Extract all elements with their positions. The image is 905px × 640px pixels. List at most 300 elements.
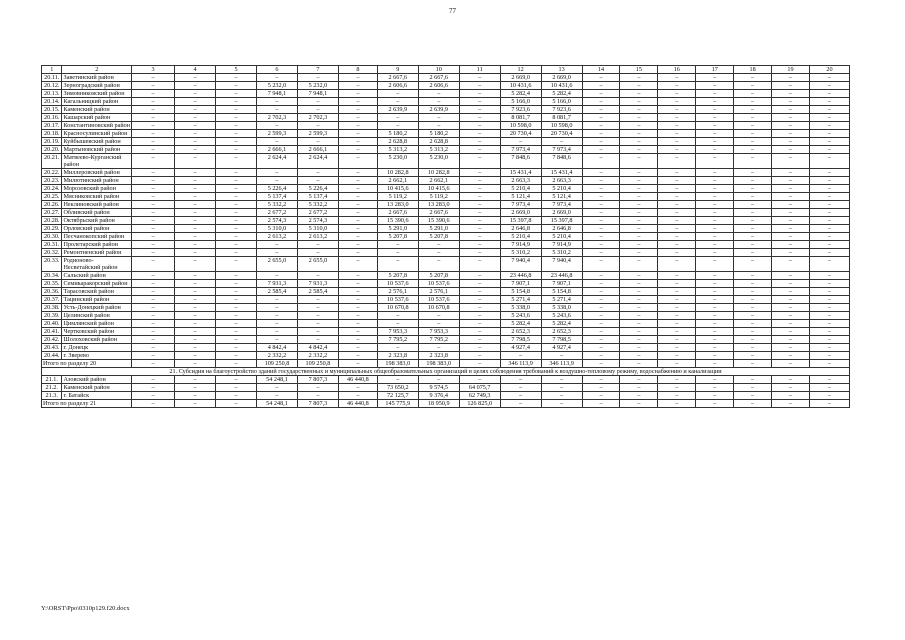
value-cell: 5 232,0 [257, 82, 298, 90]
value-cell: 2 669,0 [541, 209, 582, 217]
value-cell: – [734, 336, 772, 344]
value-cell: – [696, 328, 734, 336]
value-cell: – [772, 90, 810, 98]
value-cell: – [216, 201, 257, 209]
district-name: Неклиновский район [62, 201, 132, 209]
value-cell: – [582, 344, 620, 352]
district-name: Милютинский район [62, 177, 132, 185]
value-cell: 2 613,2 [257, 233, 298, 241]
value-cell: – [658, 352, 696, 360]
value-cell: – [216, 114, 257, 122]
value-cell: – [696, 272, 734, 280]
value-cell: – [772, 209, 810, 217]
value-cell: – [772, 74, 810, 82]
value-cell: – [809, 122, 849, 130]
value-cell: 2 652,3 [541, 328, 582, 336]
value-cell: – [734, 106, 772, 114]
value-cell: 4 927,4 [500, 344, 541, 352]
row-number: 20.41. [42, 328, 62, 336]
value-cell: 5 119,2 [418, 193, 459, 201]
value-cell: – [377, 90, 418, 98]
value-cell: – [377, 249, 418, 257]
value-cell: 5 313,2 [418, 146, 459, 154]
value-cell: – [696, 400, 734, 408]
total-row-20 [42, 360, 850, 368]
row-number: 20.16. [42, 114, 62, 122]
value-cell: – [809, 177, 849, 185]
value-cell: – [297, 177, 338, 185]
value-cell: 2 646,8 [500, 225, 541, 233]
value-cell: – [772, 360, 810, 368]
table-row [42, 114, 850, 122]
value-cell: – [658, 169, 696, 177]
value-cell: – [734, 114, 772, 122]
value-cell: – [459, 241, 500, 249]
value-cell: – [132, 241, 175, 249]
table-row [42, 304, 850, 312]
value-cell: – [459, 280, 500, 288]
value-cell: – [338, 185, 377, 193]
value-cell: 46 440,8 [338, 376, 377, 384]
value-cell: – [175, 169, 216, 177]
table-row [42, 272, 850, 280]
value-cell: – [658, 154, 696, 169]
column-number-18: 18 [734, 66, 772, 74]
value-cell: – [459, 154, 500, 169]
value-cell: – [257, 384, 298, 392]
value-cell: – [459, 122, 500, 130]
value-cell: – [338, 90, 377, 98]
value-cell: – [541, 392, 582, 400]
district-name: Заветинский район [62, 74, 132, 82]
value-cell: 10 537,6 [377, 296, 418, 304]
district-name: Цимлянский район [62, 320, 132, 328]
value-cell: – [175, 185, 216, 193]
value-cell: – [772, 233, 810, 241]
value-cell: – [257, 296, 298, 304]
row-number: 20.42. [42, 336, 62, 344]
column-number-9: 9 [377, 66, 418, 74]
column-number-1: 1 [42, 66, 62, 74]
value-cell: 2 599,3 [297, 130, 338, 138]
value-cell: – [658, 225, 696, 233]
header-row [42, 66, 850, 74]
value-cell: – [809, 400, 849, 408]
value-cell: – [696, 257, 734, 272]
value-cell: – [132, 209, 175, 217]
value-cell: – [772, 185, 810, 193]
value-cell: – [696, 193, 734, 201]
value-cell: – [620, 209, 658, 217]
value-cell: – [297, 249, 338, 257]
value-cell: – [338, 352, 377, 360]
value-cell: – [734, 320, 772, 328]
row-number: 20.32. [42, 249, 62, 257]
value-cell: – [541, 400, 582, 408]
value-cell: 5 291,0 [377, 225, 418, 233]
value-cell: – [809, 217, 849, 225]
column-number-16: 16 [658, 66, 696, 74]
row-number: 20.25. [42, 193, 62, 201]
value-cell: – [459, 272, 500, 280]
value-cell: – [658, 201, 696, 209]
file-path-footer: Y:\ORST\Ppo\0310p129.f20.docx [41, 605, 130, 612]
value-cell: 54 248,1 [257, 376, 298, 384]
table-row [42, 90, 850, 98]
value-cell: – [132, 130, 175, 138]
value-cell: – [658, 336, 696, 344]
value-cell: – [216, 336, 257, 344]
value-cell: – [132, 304, 175, 312]
value-cell: – [809, 376, 849, 384]
total-row-21 [42, 400, 850, 408]
value-cell: – [175, 146, 216, 154]
value-cell: – [582, 288, 620, 296]
column-number-17: 17 [696, 66, 734, 74]
value-cell: 7 914,9 [541, 241, 582, 249]
value-cell: – [418, 320, 459, 328]
value-cell: – [620, 193, 658, 201]
value-cell: – [459, 217, 500, 225]
value-cell: – [377, 98, 418, 106]
value-cell: 7 807,3 [297, 376, 338, 384]
value-cell: – [377, 122, 418, 130]
value-cell: – [175, 154, 216, 169]
value-cell: 7 923,6 [500, 106, 541, 114]
value-cell: – [459, 138, 500, 146]
value-cell: – [216, 312, 257, 320]
value-cell: – [734, 352, 772, 360]
value-cell: 8 081,7 [500, 114, 541, 122]
district-name: Ремонтненский район [62, 249, 132, 257]
value-cell: – [734, 138, 772, 146]
value-cell: – [459, 320, 500, 328]
value-cell: – [338, 312, 377, 320]
value-cell: – [297, 312, 338, 320]
table-row [42, 217, 850, 225]
value-cell: – [772, 344, 810, 352]
value-cell: 2 576,1 [377, 288, 418, 296]
row-number: 20.20. [42, 146, 62, 154]
value-cell: 13 283,0 [418, 201, 459, 209]
value-cell: – [620, 106, 658, 114]
value-cell: – [132, 185, 175, 193]
value-cell: – [696, 217, 734, 225]
value-cell: 5 226,4 [297, 185, 338, 193]
value-cell: – [696, 201, 734, 209]
value-cell: 145 775,9 [377, 400, 418, 408]
value-cell: – [772, 249, 810, 257]
value-cell: – [620, 114, 658, 122]
value-cell: – [582, 249, 620, 257]
value-cell: 7 914,9 [500, 241, 541, 249]
table-row [42, 280, 850, 288]
value-cell: – [175, 304, 216, 312]
value-cell: – [216, 384, 257, 392]
value-cell: – [772, 320, 810, 328]
table-row [42, 344, 850, 352]
row-number: 21.1. [42, 376, 62, 384]
value-cell: – [582, 138, 620, 146]
row-number: 21.2. [42, 384, 62, 392]
value-cell: – [216, 138, 257, 146]
value-cell: – [175, 257, 216, 272]
value-cell: – [809, 241, 849, 249]
value-cell: – [734, 376, 772, 384]
value-cell: 346 113,9 [541, 360, 582, 368]
district-name: Красносулинский район [62, 130, 132, 138]
value-cell: – [620, 328, 658, 336]
value-cell: 7 931,3 [297, 280, 338, 288]
value-cell: – [175, 312, 216, 320]
value-cell: – [620, 288, 658, 296]
value-cell: – [772, 193, 810, 201]
value-cell: – [175, 193, 216, 201]
value-cell: – [459, 233, 500, 241]
value-cell: – [734, 98, 772, 106]
value-cell: – [459, 169, 500, 177]
value-cell: 2 613,2 [297, 233, 338, 241]
value-cell: – [216, 130, 257, 138]
table-row [42, 154, 850, 169]
value-cell: – [582, 280, 620, 288]
value-cell: – [658, 74, 696, 82]
value-cell: – [297, 122, 338, 130]
value-cell: – [132, 328, 175, 336]
value-cell: – [772, 304, 810, 312]
table-row [42, 138, 850, 146]
value-cell: – [297, 138, 338, 146]
value-cell: – [658, 209, 696, 217]
value-cell: – [809, 296, 849, 304]
value-cell: – [772, 225, 810, 233]
value-cell: – [257, 320, 298, 328]
value-cell: – [620, 320, 658, 328]
value-cell: 5 210,4 [541, 233, 582, 241]
value-cell: – [175, 209, 216, 217]
value-cell: 109 250,8 [257, 360, 298, 368]
value-cell: – [257, 328, 298, 336]
value-cell: 5 291,0 [418, 225, 459, 233]
value-cell: – [459, 130, 500, 138]
value-cell: – [582, 241, 620, 249]
value-cell: – [620, 74, 658, 82]
value-cell: – [696, 304, 734, 312]
value-cell: – [696, 138, 734, 146]
row-number: 20.21. [42, 154, 62, 169]
value-cell: – [620, 344, 658, 352]
value-cell: 7 973,4 [500, 146, 541, 154]
value-cell: – [582, 312, 620, 320]
value-cell: 2 663,3 [500, 177, 541, 185]
table-row [42, 169, 850, 177]
value-cell: – [257, 249, 298, 257]
value-cell: – [132, 272, 175, 280]
value-cell: 5 282,4 [541, 320, 582, 328]
value-cell: – [582, 360, 620, 368]
value-cell: – [696, 233, 734, 241]
value-cell: – [658, 217, 696, 225]
table-row [42, 106, 850, 114]
value-cell: – [734, 384, 772, 392]
value-cell: – [620, 201, 658, 209]
value-cell: – [338, 225, 377, 233]
value-cell: – [459, 328, 500, 336]
value-cell: – [734, 400, 772, 408]
value-cell: – [459, 288, 500, 296]
district-name: Мясниковский район [62, 193, 132, 201]
value-cell: – [418, 344, 459, 352]
value-cell: – [696, 288, 734, 296]
value-cell: – [297, 328, 338, 336]
value-cell: – [658, 130, 696, 138]
value-cell: – [216, 122, 257, 130]
value-cell: – [418, 98, 459, 106]
value-cell: – [620, 296, 658, 304]
value-cell: – [620, 304, 658, 312]
row-number: 20.19. [42, 138, 62, 146]
value-cell: 5 166,0 [500, 98, 541, 106]
value-cell: – [132, 233, 175, 241]
value-cell: – [772, 98, 810, 106]
district-name: г. Зверево [62, 352, 132, 360]
value-cell: 5 310,2 [500, 249, 541, 257]
value-cell: – [459, 106, 500, 114]
row-number: 20.23. [42, 177, 62, 185]
value-cell: 126 825,0 [459, 400, 500, 408]
value-cell: – [541, 138, 582, 146]
value-cell: 15 431,4 [541, 169, 582, 177]
district-name: Целинский район [62, 312, 132, 320]
value-cell: 5 232,0 [297, 82, 338, 90]
district-name: Тацинский район [62, 296, 132, 304]
value-cell: – [418, 312, 459, 320]
value-cell: – [132, 106, 175, 114]
value-cell: 2 666,1 [297, 146, 338, 154]
value-cell: 5 210,4 [500, 185, 541, 193]
value-cell: – [620, 280, 658, 288]
value-cell: – [459, 376, 500, 384]
value-cell: 10 431,6 [500, 82, 541, 90]
value-cell: 2 677,2 [297, 209, 338, 217]
value-cell: – [338, 320, 377, 328]
value-cell: 5 310,2 [541, 249, 582, 257]
value-cell: – [620, 392, 658, 400]
value-cell: – [257, 336, 298, 344]
value-cell: – [658, 272, 696, 280]
value-cell: – [459, 146, 500, 154]
value-cell: – [696, 249, 734, 257]
value-cell: – [297, 296, 338, 304]
value-cell: – [459, 225, 500, 233]
value-cell: 5 180,2 [418, 130, 459, 138]
value-cell: – [658, 360, 696, 368]
value-cell: – [338, 304, 377, 312]
value-cell: – [216, 344, 257, 352]
value-cell: 7 948,1 [257, 90, 298, 98]
value-cell: – [418, 249, 459, 257]
value-cell: – [132, 336, 175, 344]
value-cell: – [582, 225, 620, 233]
value-cell: 10 282,8 [418, 169, 459, 177]
value-cell: – [772, 106, 810, 114]
value-cell: – [620, 217, 658, 225]
value-cell: 2 639,9 [418, 106, 459, 114]
value-cell: – [459, 201, 500, 209]
value-cell: – [175, 217, 216, 225]
value-cell: 5 332,2 [257, 201, 298, 209]
value-cell: 2 667,6 [418, 74, 459, 82]
value-cell: – [175, 114, 216, 122]
value-cell: – [338, 138, 377, 146]
value-cell: – [620, 272, 658, 280]
value-cell: – [500, 400, 541, 408]
value-cell: – [809, 233, 849, 241]
value-cell: – [338, 384, 377, 392]
value-cell: 15 390,6 [377, 217, 418, 225]
value-cell: – [734, 304, 772, 312]
value-cell: – [809, 98, 849, 106]
row-number: 20.11. [42, 74, 62, 82]
value-cell: – [734, 360, 772, 368]
value-cell: – [257, 138, 298, 146]
table-row [42, 82, 850, 90]
value-cell: – [297, 74, 338, 82]
value-cell: – [809, 328, 849, 336]
value-cell: – [459, 336, 500, 344]
value-cell: – [257, 304, 298, 312]
table-row [42, 249, 850, 257]
value-cell: – [772, 177, 810, 185]
value-cell: – [809, 249, 849, 257]
row-number: 20.31. [42, 241, 62, 249]
row-number: 20.35. [42, 280, 62, 288]
value-cell: – [338, 82, 377, 90]
value-cell: – [132, 201, 175, 209]
value-cell: – [297, 98, 338, 106]
value-cell: 2 624,4 [297, 154, 338, 169]
value-cell: 5 332,2 [297, 201, 338, 209]
value-cell: – [297, 384, 338, 392]
value-cell: 5 282,4 [541, 90, 582, 98]
value-cell: – [582, 106, 620, 114]
value-cell: – [696, 384, 734, 392]
value-cell: 2 323,8 [418, 352, 459, 360]
value-cell: – [582, 320, 620, 328]
value-cell: – [175, 106, 216, 114]
value-cell: – [338, 217, 377, 225]
value-cell: 9 574,5 [418, 384, 459, 392]
value-cell: 5 207,8 [377, 233, 418, 241]
value-cell: – [620, 122, 658, 130]
value-cell: – [216, 320, 257, 328]
value-cell: 2 667,6 [377, 209, 418, 217]
value-cell: 4 842,4 [297, 344, 338, 352]
table-row [42, 122, 850, 130]
section-21-title-row [42, 368, 850, 376]
value-cell: 15 397,8 [541, 217, 582, 225]
value-cell: 5 121,4 [500, 193, 541, 201]
value-cell: – [734, 280, 772, 288]
value-cell: – [132, 384, 175, 392]
value-cell: – [582, 169, 620, 177]
value-cell: – [772, 257, 810, 272]
value-cell: – [338, 177, 377, 185]
value-cell: – [582, 146, 620, 154]
value-cell: – [338, 336, 377, 344]
value-cell: 7 940,4 [541, 257, 582, 272]
value-cell: 346 113,9 [500, 360, 541, 368]
